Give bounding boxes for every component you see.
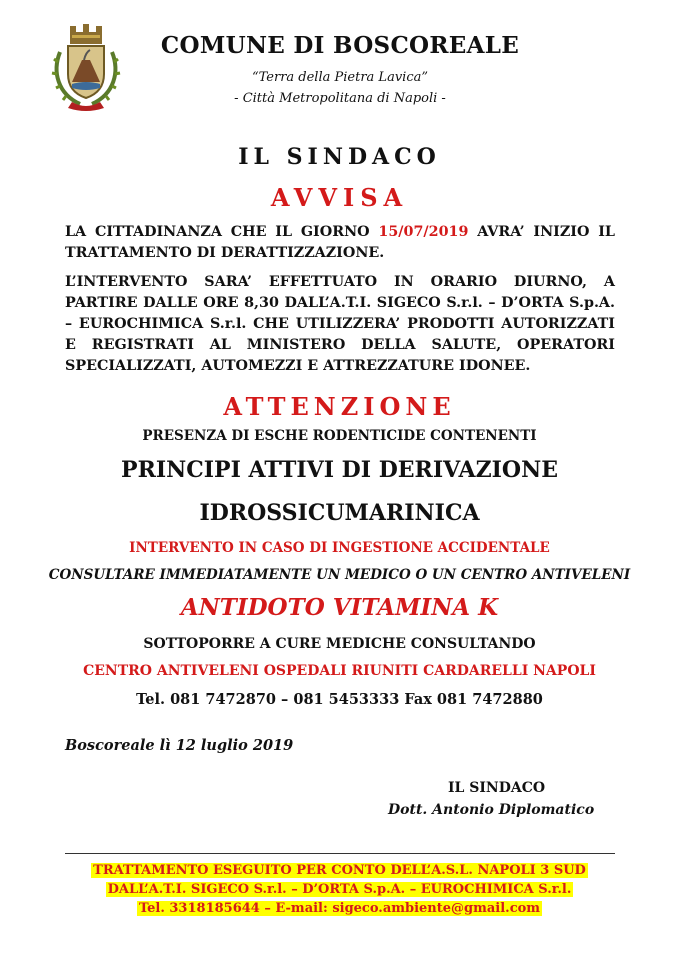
presenza-text: PRESENZA DI ESCHE RODENTICIDE CONTENENTI (142, 428, 537, 444)
principi-line-2: IDROSSICUMARINICA (199, 500, 480, 526)
sindaco-heading: IL SINDACO (238, 144, 441, 170)
comune-name: COMUNE DI BOSCOREALE (160, 32, 520, 59)
signature-date: Boscoreale lì 12 luglio 2019 (65, 737, 294, 754)
intervento-text: INTERVENTO IN CASO DI INGESTIONE ACCIDENTALE (129, 540, 550, 556)
phone-numbers: Tel. 081 7472870 – 081 5453333 Fax 081 7472880 (136, 691, 543, 708)
avvisa-heading: AVVISA (270, 183, 409, 212)
footer-line-1 (0, 862, 679, 880)
footer-line-3-text: Tel. 3318185644 – E-mail: sigeco.ambiente@gmail.com (138, 901, 541, 916)
signature-name: Dott. Antonio Diplomatico (388, 802, 595, 818)
comune-metro-area: - Città Metropolitana di Napoli - (234, 91, 446, 106)
principi-line-1: PRINCIPI ATTIVI DI DERIVAZIONE (121, 457, 558, 483)
centro-antiveleni-text: CENTRO ANTIVELENI OSPEDALI RIUNITI CARDARELLI NAPOLI (83, 663, 596, 679)
footer-line-3 (0, 900, 679, 918)
coat-of-arms-icon (50, 22, 122, 112)
attenzione-heading: ATTENZIONE (223, 392, 456, 421)
footer-divider (65, 853, 615, 854)
notice-paragraph-details: L’INTERVENTO SARA’ EFFETTUATO IN ORARIO DIURNO, A PARTIRE DALLE ORE 8,30 DALL’A.T.I. SIGECO S.r.l. – D’ORTA S.p.A. – EUROCHIMICA S.r.l. CHE UTILIZZERA’ PRODOTTI AUTORIZZATI E REGISTRATI AL MINISTERO DELLA SALUTE, OPERATORI SPECIALIZZATI, AUTOMEZZI E ATTREZZATURE IDONEE. (65, 274, 615, 374)
treatment-date: 15/07/2019 (378, 224, 469, 240)
footer-line-1-text: TRATTAMENTO ESEGUITO PER CONTO DELL’A.S.L. NAPOLI 3 SUD (93, 863, 586, 878)
notice-text-before-date: LA CITTADINANZA CHE IL GIORNO (65, 224, 379, 240)
footer-line-2 (0, 881, 679, 899)
antidoto-heading: ANTIDOTO VITAMINA K (180, 594, 499, 621)
comune-motto: “Terra della Pietra Lavica” (251, 70, 428, 85)
signature-title: IL SINDACO (448, 780, 546, 796)
consultare-text: CONSULTARE IMMEDIATAMENTE UN MEDICO O UN CENTRO ANTIVELENI (48, 567, 631, 583)
notice-paragraph-date (65, 222, 615, 264)
footer-line-2-text: DALL’A.T.I. SIGECO S.r.l. – D’ORTA S.p.A. – EUROCHIMICA S.r.l. (107, 882, 572, 897)
sottoporre-text: SOTTOPORRE A CURE MEDICHE CONSULTANDO (143, 636, 536, 652)
notice-text-after-date: AVRA’ INIZIO IL TRATTAMENTO DI DERATTIZZAZIONE. (65, 224, 615, 261)
